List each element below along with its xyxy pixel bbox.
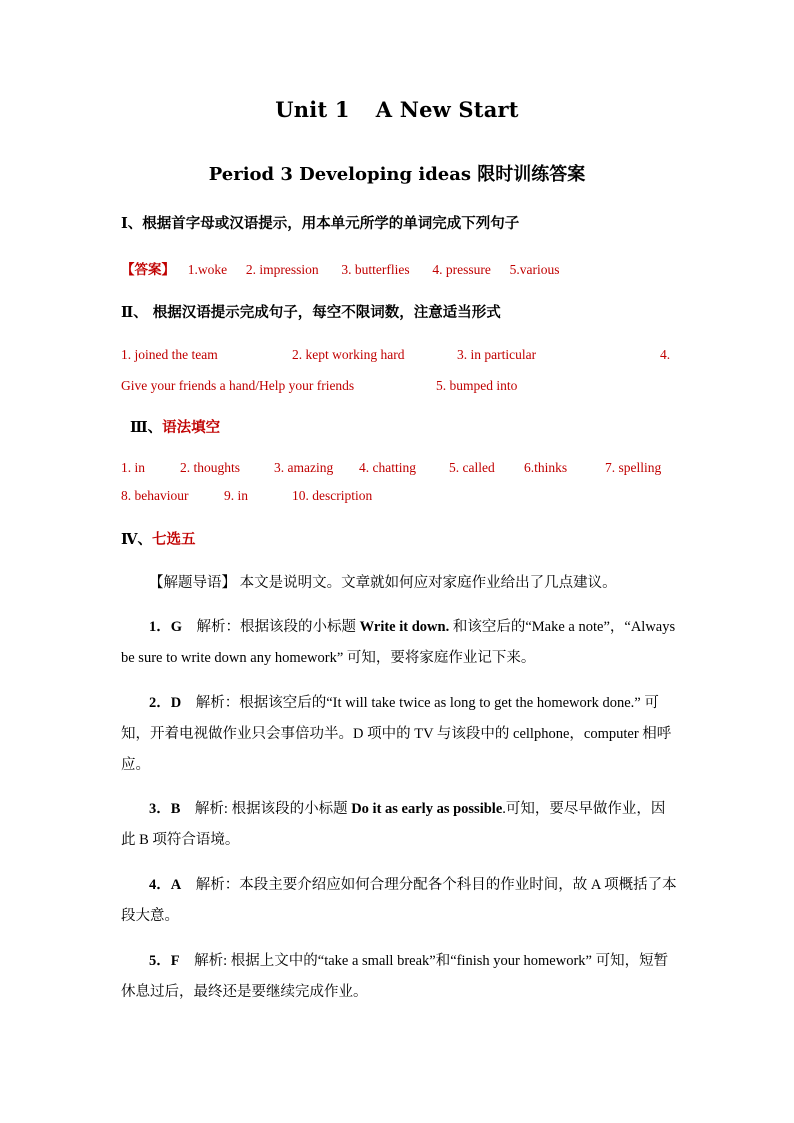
explanation-item	[121, 946, 677, 1008]
guide-text: 本文是说明文。文章就如何应对家庭作业给出了几点建议。	[236, 575, 617, 591]
section-3-title: 语法填空	[162, 419, 221, 436]
solution-guide	[121, 568, 677, 599]
explanation-item	[121, 794, 677, 856]
answer-item: 1.woke	[187, 262, 228, 277]
page-subtitle: Period 3 Developing ideas 限时训练答案	[208, 164, 586, 185]
answer-item: 3. butterflies	[341, 262, 410, 277]
answer-item: 5. called	[449, 460, 495, 475]
item-bold: Write it down.	[359, 619, 450, 635]
item-text: 解析: 根据上文中的“take a small break”和“finish your homework” 可知，短暂休息过后，最终还是要继续完成作业。	[121, 953, 669, 1000]
item-number: 5．F	[149, 953, 180, 969]
unit-name: A New Start	[375, 97, 519, 122]
section-2-answers	[121, 347, 677, 407]
section-2-heading: Ⅱ、 根据汉语提示完成句子，每空不限词数，注意适当形式	[121, 304, 501, 321]
section-3-answers	[121, 460, 677, 520]
answer-item: Give your friends a hand/Help your friends	[121, 378, 355, 393]
answer-item: 2. impression	[245, 262, 319, 277]
explanation-item	[121, 688, 677, 781]
unit-label: Unit 1	[275, 97, 350, 122]
item-text: 解析：本段主要介绍应如何合理分配各个科目的作业时间，故 A 项概括了本段大意。	[121, 877, 677, 924]
explanation-item	[121, 612, 677, 674]
answer-item: 5.various	[509, 262, 560, 277]
item-number: 3．B	[149, 801, 181, 817]
section-4-number: Ⅳ、	[121, 531, 152, 548]
answer-item: 2. kept working hard	[292, 347, 405, 362]
item-number: 2．D	[149, 695, 182, 711]
answer-item: 10. description	[292, 488, 373, 503]
explanation-item	[121, 870, 677, 932]
item-text: 和该空后的“Make a note”，“Always be sure to write down any homework” 可知，要将家庭作业记下来。	[121, 619, 676, 666]
answer-item: 3. in particular	[457, 347, 537, 362]
item-text: .可知，要尽早做作业，因此 B 项符合语境。	[121, 801, 666, 848]
item-text: 解析：根据该空后的“It will take twice as long to get the homework done.” 可知，开着电视做作业只会事倍功半。D 项中的 TV 与该段中的 cellphone，computer 相呼应。	[121, 695, 672, 773]
section-3-number: Ⅲ、	[130, 419, 163, 436]
page-title	[0, 97, 794, 122]
answer-item: 4. chatting	[359, 460, 416, 475]
answer-tag: 【答案】	[121, 262, 175, 277]
item-number: 4．A	[149, 877, 182, 893]
section-3-heading	[130, 416, 220, 437]
section-1-heading: Ⅰ、根据首字母或汉语提示，用本单元所学的单词完成下列句子	[121, 215, 520, 232]
section-1-answers	[121, 258, 559, 278]
section-4-title: 七选五	[151, 531, 196, 548]
answer-item: 6.thinks	[524, 460, 568, 475]
guide-tag: 【解题导语】	[149, 575, 236, 591]
answer-item: 8. behaviour	[121, 488, 189, 503]
answer-item: 7. spelling	[605, 460, 662, 475]
answer-item: 1. joined the team	[121, 347, 218, 362]
item-bold: Do it as early as possible	[351, 801, 503, 817]
item-number: 1．G	[149, 619, 183, 635]
item-text: 解析: 根据该段的小标题	[194, 801, 352, 817]
answer-item: 3. amazing	[274, 460, 334, 475]
answer-item: 4.	[660, 347, 671, 362]
answer-item: 4. pressure	[432, 262, 491, 277]
answer-item: 2. thoughts	[180, 460, 241, 475]
item-text: 解析：根据该段的小标题	[196, 619, 360, 635]
answer-item: 9. in	[224, 488, 249, 503]
section-4-heading	[121, 528, 195, 549]
answer-item: 1. in	[121, 460, 146, 475]
answer-item: 5. bumped into	[436, 378, 518, 393]
